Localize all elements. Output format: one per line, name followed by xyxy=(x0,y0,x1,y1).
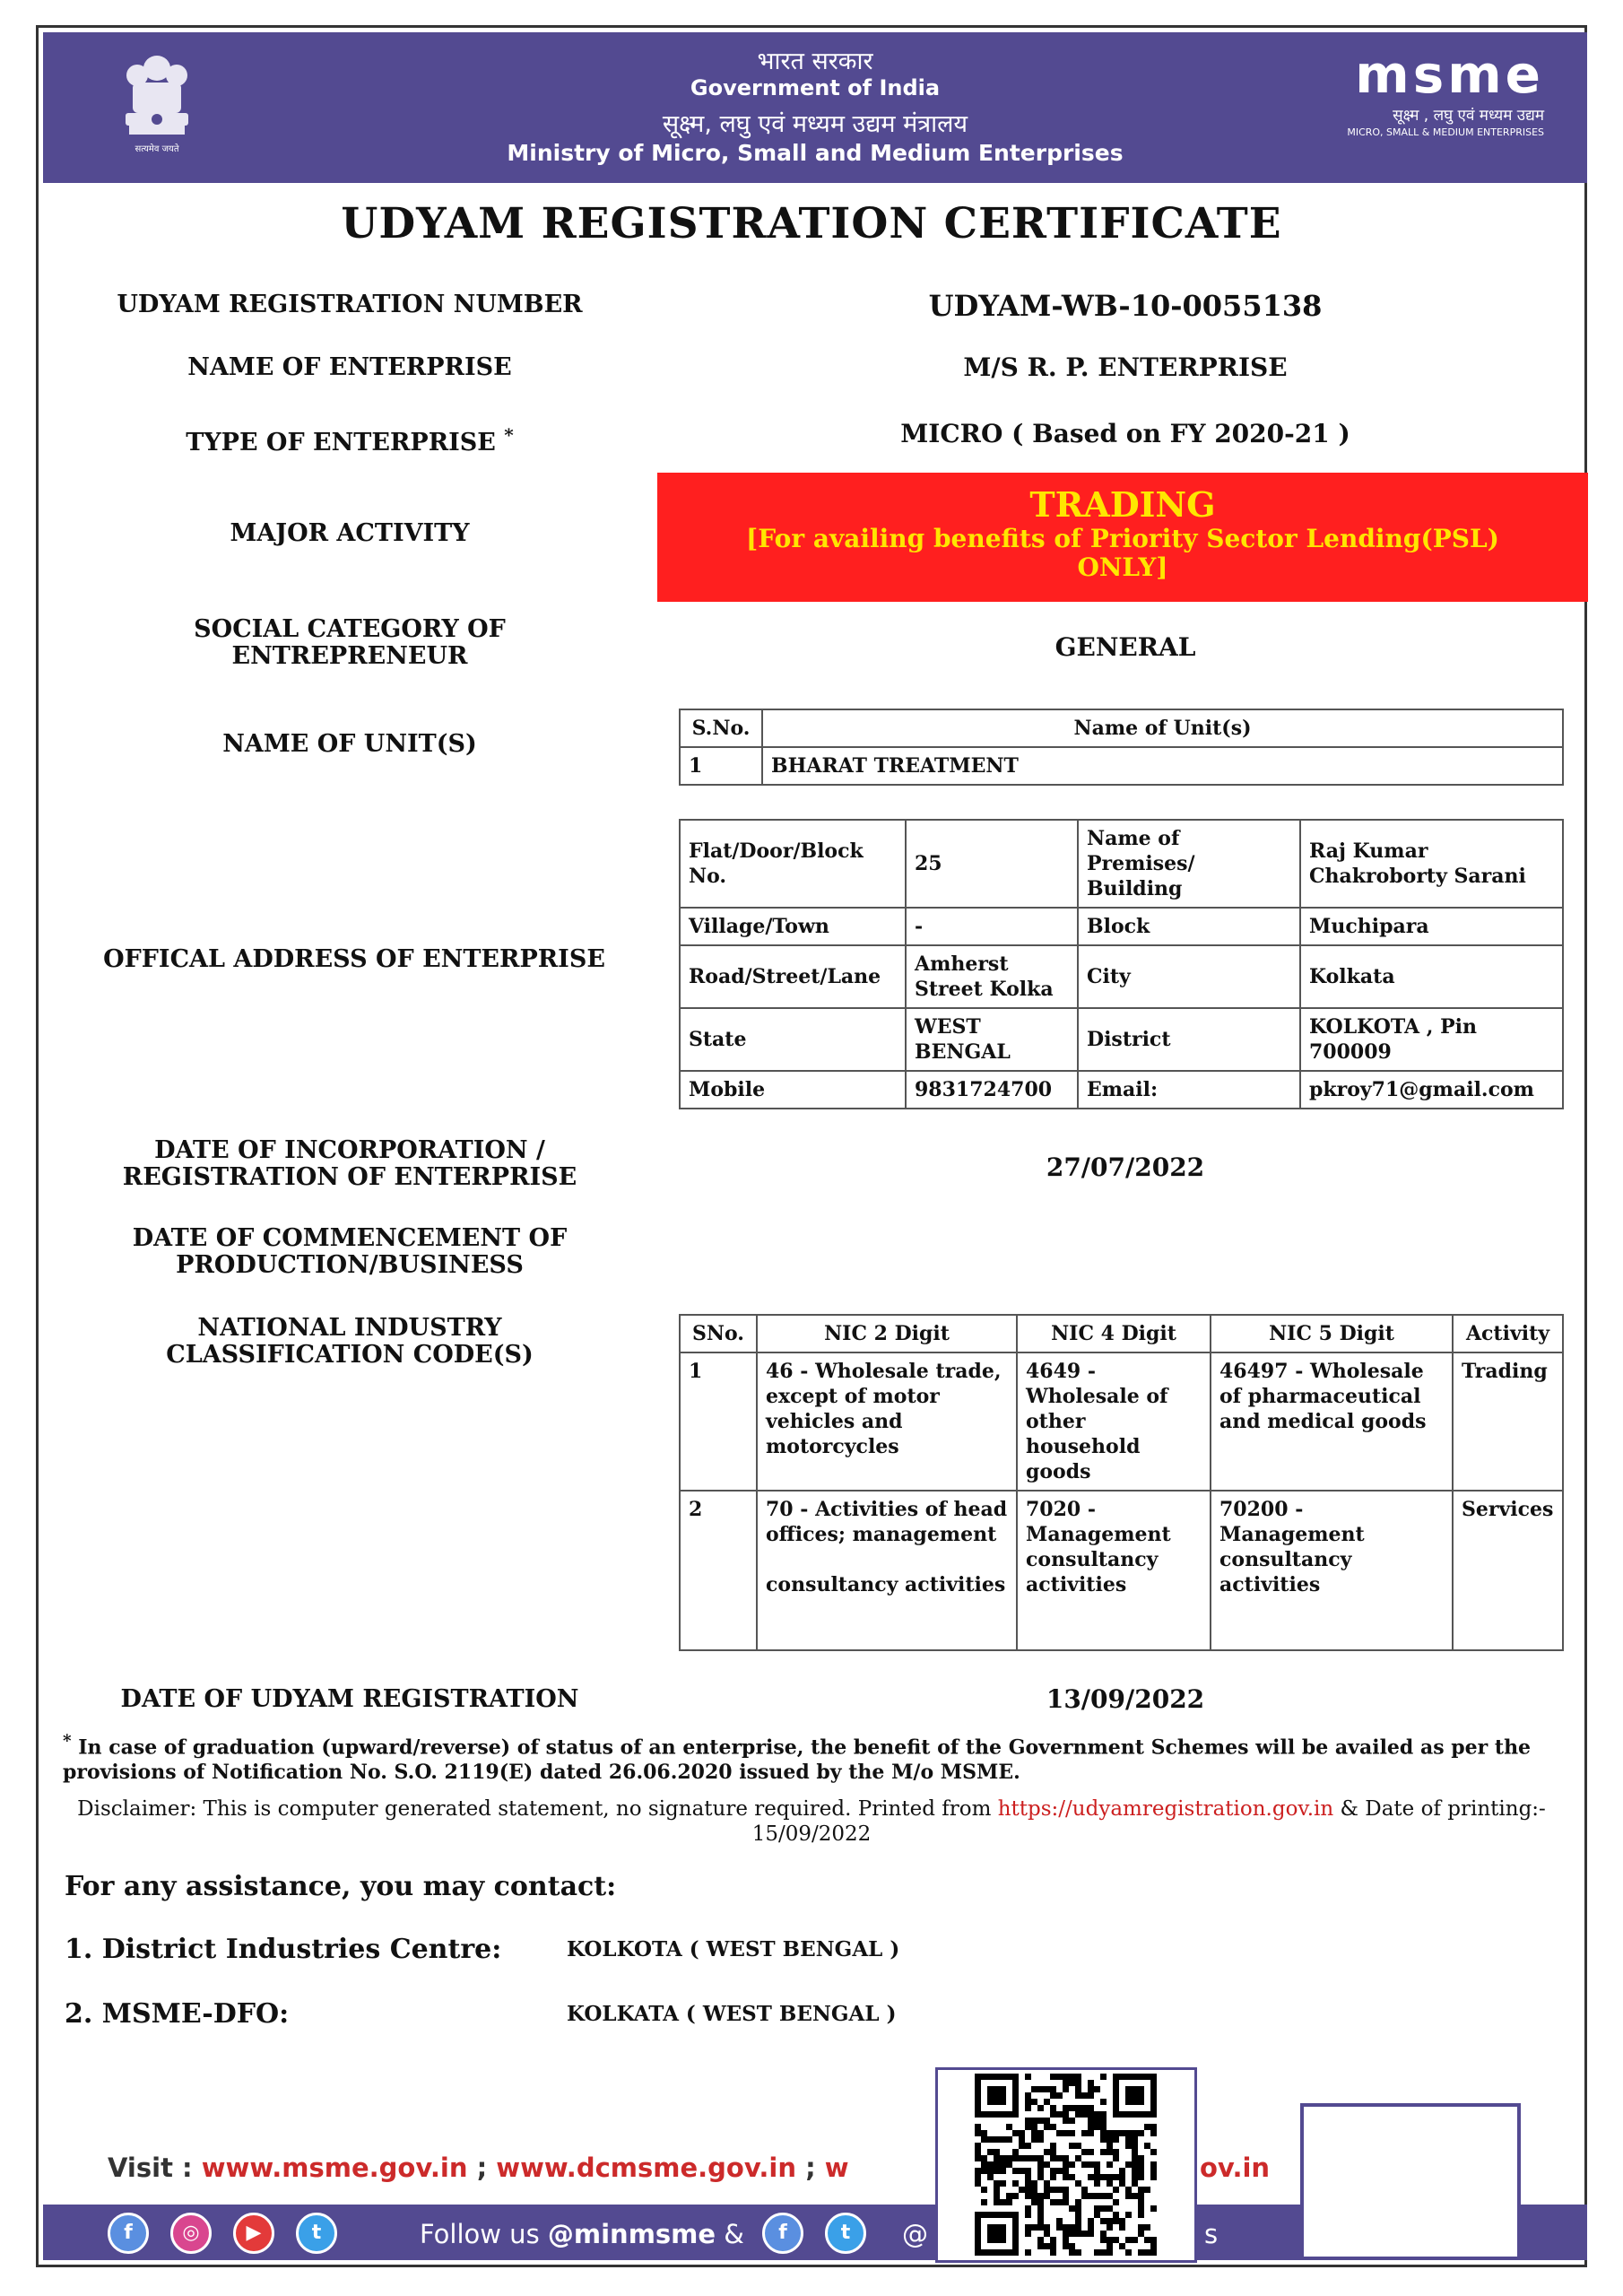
blank-box xyxy=(1300,2103,1521,2260)
reg-number-value: UDYAM-WB-10-0055138 xyxy=(928,289,1323,323)
address-cell: Kolkata xyxy=(1300,945,1563,1008)
footnote-star: * xyxy=(63,1732,72,1751)
incorporation-date: 27/07/2022 xyxy=(1046,1152,1205,1182)
visit-line-end xyxy=(1200,2152,1270,2183)
disclaimer-suffix: & Date of printing:- 15/09/2022 xyxy=(751,1797,1546,1846)
address-cell: - xyxy=(906,908,1078,945)
commencement-label: DATE OF COMMENCEMENT OF PRODUCTION/BUSINESS xyxy=(132,1224,568,1279)
qr-code xyxy=(935,2067,1197,2263)
footnote-text: In case of graduation (upward/reverse) of status of an enterprise, the benefit of the Government Schemes will be availed as per the provisions of Notification No. S.O. 2119(E) dated 26.06.2020 issued by the M/o MSME. xyxy=(63,1735,1532,1785)
address-cell: Village/Town xyxy=(680,908,906,945)
address-cell: pkroy71@gmail.com xyxy=(1300,1071,1563,1109)
nic-cell: 46497 - Wholesale of pharmaceutical and medical goods xyxy=(1211,1352,1453,1491)
units-cell-name: BHARAT TREATMENT xyxy=(762,747,1563,785)
nic-cell: 70 - Activities of head offices; management consultancy activities xyxy=(757,1491,1017,1650)
header-hindi-country: भारत सरकार xyxy=(757,48,873,75)
emblem-caption: सत्यमेव जयते xyxy=(135,144,179,154)
address-cell: Flat/Door/Block No. xyxy=(680,820,906,908)
units-header-sno: S.No. xyxy=(680,709,762,747)
nic-header-5digit: NIC 5 Digit xyxy=(1211,1315,1453,1352)
address-cell: Name of Premises/ Building xyxy=(1078,820,1300,908)
nic-cell: 4649 - Wholesale of other household goods xyxy=(1017,1352,1211,1491)
third-site-link-end[interactable]: ov.in xyxy=(1200,2152,1271,2183)
address-cell: Email: xyxy=(1078,1071,1300,1109)
msme-logo xyxy=(1302,43,1544,173)
units-cell-sno: 1 xyxy=(680,747,762,785)
certificate-title: UDYAM REGISTRATION CERTIFICATE xyxy=(341,199,1282,248)
address-cell: 9831724700 xyxy=(906,1071,1078,1109)
address-cell: 25 xyxy=(906,820,1078,908)
nic-cell: 2 xyxy=(680,1491,757,1650)
qr-code-icon xyxy=(938,2070,1194,2260)
dfo-value: KOLKATA ( WEST BENGAL ) xyxy=(567,2002,897,2026)
dcmsme-site-link[interactable]: www.dcmsme.gov.in xyxy=(496,2152,796,2183)
major-activity-note: [For availing benefits of Priority Sector Lending(PSL) ONLY] xyxy=(746,524,1499,582)
nic-header-activity: Activity xyxy=(1453,1315,1563,1352)
reg-number-label: UDYAM REGISTRATION NUMBER xyxy=(117,291,583,318)
address-label: OFFICAL ADDRESS OF ENTERPRISE xyxy=(103,945,605,973)
table-row xyxy=(680,1352,1563,1491)
header-ministry: Ministry of Micro, Small and Medium Enterprises xyxy=(507,140,1124,166)
table-row xyxy=(680,747,1563,785)
msme-logo-english: MICRO, SMALL & MEDIUM ENTERPRISES xyxy=(1347,126,1544,138)
visit-separator: ; xyxy=(467,2152,497,2183)
address-cell: Muchipara xyxy=(1300,908,1563,945)
enterprise-type-value: MICRO ( Based on FY 2020-21 ) xyxy=(900,419,1350,448)
major-activity-box xyxy=(657,473,1588,602)
address-cell: Road/Street/Lane xyxy=(680,945,906,1008)
units-header-row xyxy=(680,709,1563,747)
visit-separator: ; xyxy=(795,2152,825,2183)
incorporation-label: DATE OF INCORPORATION / REGISTRATION OF ENTERPRISE xyxy=(122,1136,577,1191)
address-table xyxy=(679,819,1564,1109)
nic-cell: Services xyxy=(1453,1491,1563,1650)
nic-cell: 70200 - Management consultancy activities xyxy=(1211,1491,1453,1650)
nic-cell: Trading xyxy=(1453,1352,1563,1491)
enterprise-name-value: M/S R. P. ENTERPRISE xyxy=(963,352,1288,382)
youtube-icon[interactable]: ▶ xyxy=(233,2213,274,2254)
address-cell: City xyxy=(1078,945,1300,1008)
table-row xyxy=(680,908,1563,945)
nic-cell: 7020 - Management consultancy activities xyxy=(1017,1491,1211,1650)
address-cell: Raj Kumar Chakroborty Sarani xyxy=(1300,820,1563,908)
follow-text xyxy=(420,2219,744,2249)
disclaimer xyxy=(49,1796,1574,1847)
dic-label: 1. District Industries Centre: xyxy=(65,1934,502,1965)
address-cell: Amherst Street Kolka xyxy=(906,945,1078,1008)
header-banner xyxy=(43,32,1587,183)
table-row xyxy=(680,1071,1563,1109)
udyam-date-value: 13/09/2022 xyxy=(1046,1684,1205,1714)
units-header-name: Name of Unit(s) xyxy=(762,709,1563,747)
address-cell: State xyxy=(680,1008,906,1071)
enterprise-type-label xyxy=(54,422,646,457)
address-cell: KOLKOTA , Pin 700009 xyxy=(1300,1008,1563,1071)
social-category-label: SOCIAL CATEGORY OF ENTREPRENEUR xyxy=(194,615,506,670)
major-activity-label: MAJOR ACTIVITY xyxy=(230,519,470,547)
dic-value: KOLKOTA ( WEST BENGAL ) xyxy=(567,1937,900,1961)
contact-heading: For any assistance, you may contact: xyxy=(65,1871,617,1902)
disclaimer-prefix: Disclaimer: This is computer generated statement, no signature required. Printed from xyxy=(77,1797,998,1821)
enterprise-type-label-text: TYPE OF ENTERPRISE xyxy=(186,429,496,457)
table-row xyxy=(680,820,1563,908)
nic-cell: 1 xyxy=(680,1352,757,1491)
table-row xyxy=(680,1008,1563,1071)
major-activity-value: TRADING xyxy=(1029,484,1216,525)
table-row xyxy=(680,945,1563,1008)
header-country: Government of India xyxy=(690,75,941,100)
second-handle-end: s xyxy=(1204,2219,1219,2249)
nic-header-row xyxy=(680,1315,1563,1352)
footnote xyxy=(63,1729,1569,1785)
enterprise-type-star: * xyxy=(504,424,514,446)
visit-line xyxy=(108,2152,849,2183)
follow-label: Follow us xyxy=(420,2219,548,2249)
udyam-date-label: DATE OF UDYAM REGISTRATION xyxy=(120,1685,579,1713)
enterprise-name-label: NAME OF ENTERPRISE xyxy=(187,353,512,381)
social-category-value: GENERAL xyxy=(1055,632,1196,662)
facebook-icon[interactable]: f xyxy=(762,2213,803,2254)
table-row xyxy=(680,1491,1563,1650)
udyam-portal-link[interactable]: https://udyamregistration.gov.in xyxy=(997,1797,1334,1821)
minmsme-handle[interactable]: @minmsme xyxy=(547,2219,716,2249)
twitter-icon[interactable]: t xyxy=(296,2213,337,2254)
nic-header-2digit: NIC 2 Digit xyxy=(757,1315,1017,1352)
instagram-icon[interactable]: ◎ xyxy=(170,2213,212,2254)
address-cell: WEST BENGAL xyxy=(906,1008,1078,1071)
nic-header-4digit: NIC 4 Digit xyxy=(1017,1315,1211,1352)
msme-site-link[interactable]: www.msme.gov.in xyxy=(201,2152,468,2183)
address-cell: Block xyxy=(1078,908,1300,945)
second-handle-start: @ xyxy=(902,2219,928,2249)
dfo-label: 2. MSME-DFO: xyxy=(65,1998,290,2030)
units-label: NAME OF UNIT(S) xyxy=(222,730,477,758)
visit-label: Visit : xyxy=(108,2152,202,2183)
follow-amp: & xyxy=(716,2219,744,2249)
nic-table xyxy=(679,1314,1564,1651)
header-hindi-ministry: सूक्ष्म, लघु एवं मध्यम उद्यम मंत्रालय xyxy=(662,110,968,138)
nic-label: NATIONAL INDUSTRY CLASSIFICATION CODE(S) xyxy=(166,1314,534,1369)
address-cell: Mobile xyxy=(680,1071,906,1109)
address-cell: District xyxy=(1078,1008,1300,1071)
facebook-icon[interactable]: f xyxy=(108,2213,149,2254)
nic-cell: 46 - Wholesale trade, except of motor vehicles and motorcycles xyxy=(757,1352,1017,1491)
units-table xyxy=(679,709,1564,786)
msme-logo-hindi: सूक्ष्म , लघु एवं मध्यम उद्यम xyxy=(1393,107,1544,125)
nic-header-sno: SNo. xyxy=(680,1315,757,1352)
msme-logo-wordmark: msme xyxy=(1355,44,1544,105)
twitter-icon[interactable]: t xyxy=(825,2213,866,2254)
third-site-link-start[interactable]: w xyxy=(824,2152,849,2183)
